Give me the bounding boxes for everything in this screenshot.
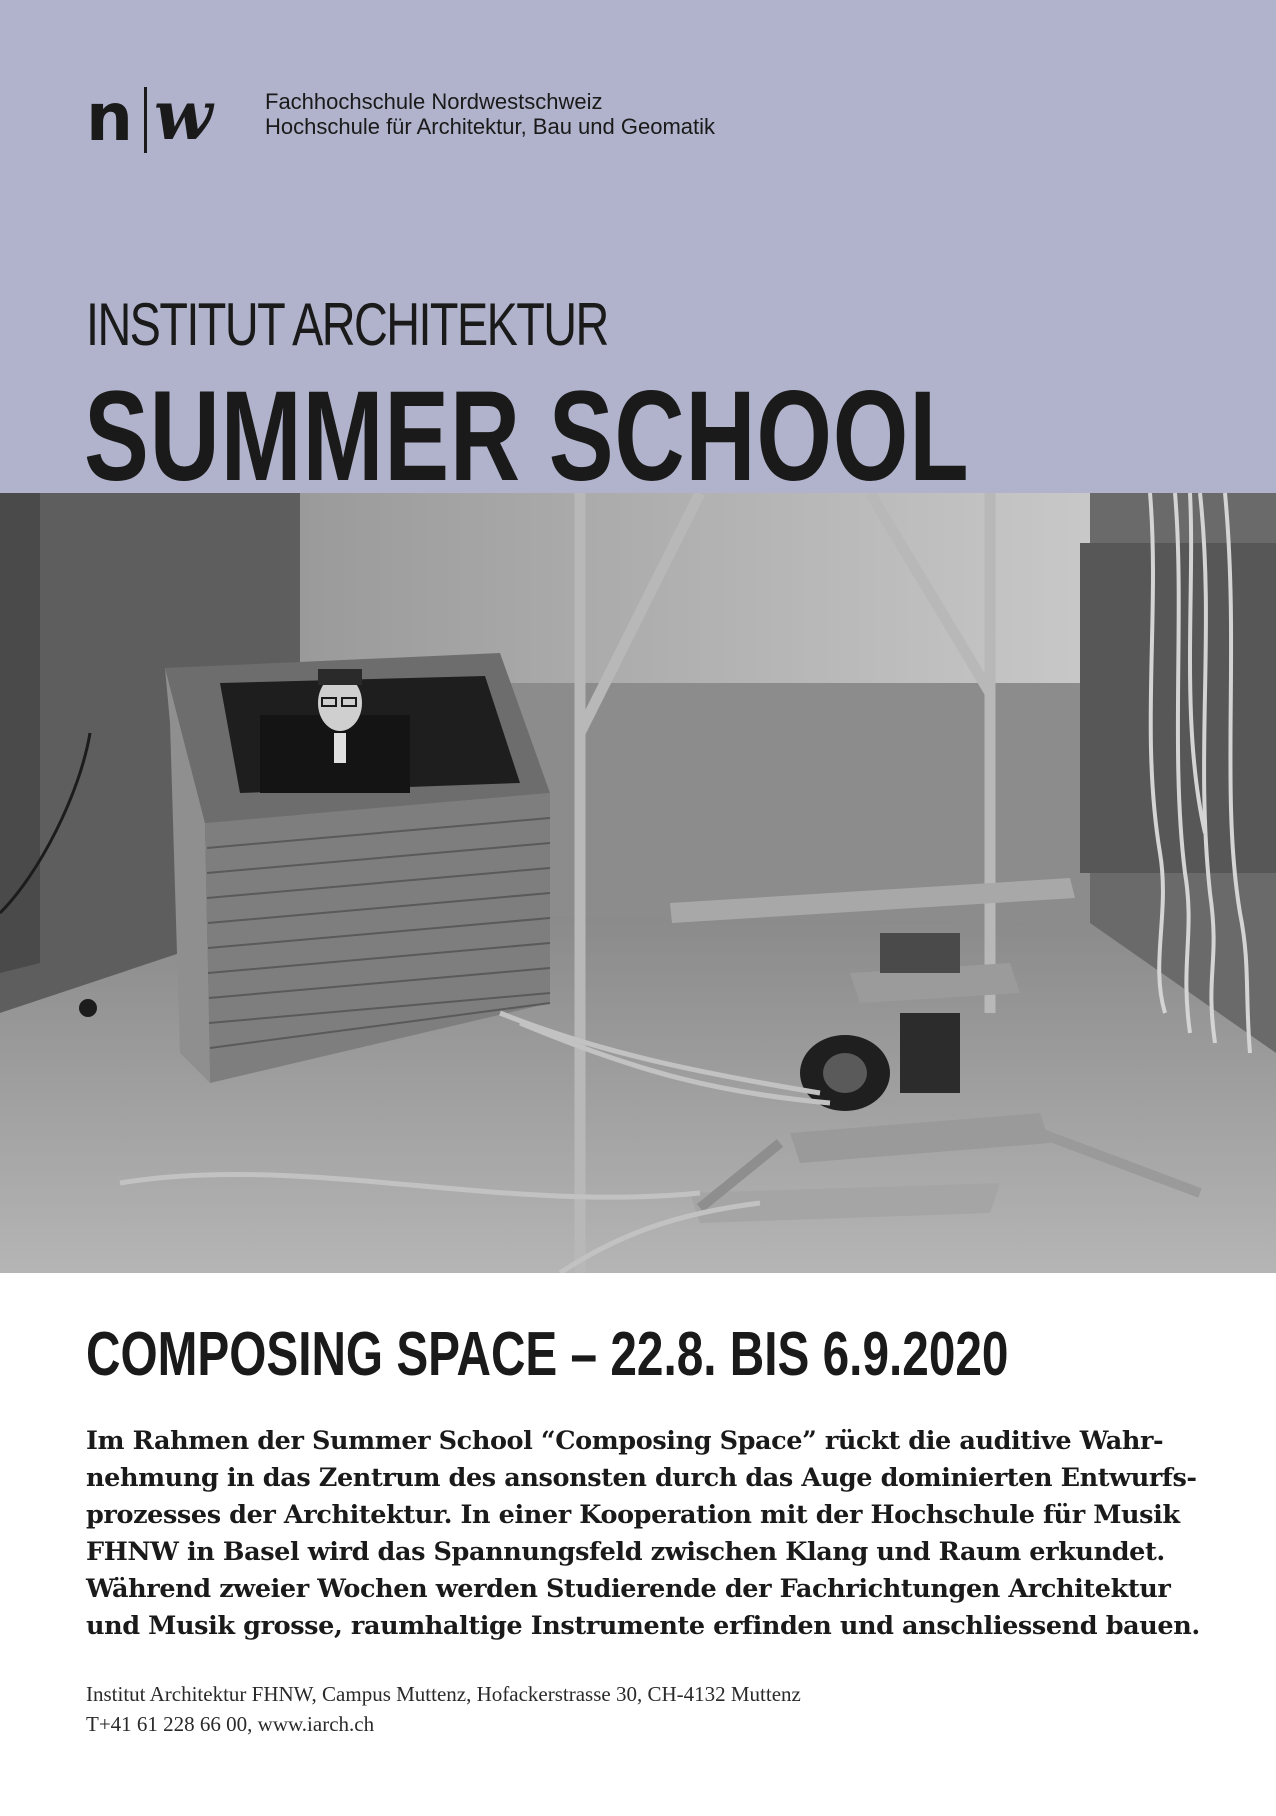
fhnw-logo — [86, 76, 236, 156]
description-line: FHNW in Basel wird das Spannungsfeld zwischen Klang und Raum erkundet. — [86, 1537, 1165, 1567]
institution-line-1: Fachhochschule Nordwestschweiz — [265, 89, 603, 114]
description-line: nehmung in das Zentrum des ansonsten durch das Auge dominierten Entwurfs- — [86, 1463, 1197, 1493]
contact-info — [86, 1679, 801, 1739]
logo-divider — [144, 87, 147, 153]
logo-letter-w: w — [154, 76, 213, 156]
summer-school-title: SUMMER SCHOOL — [84, 365, 970, 508]
description-line: Während zweier Wochen werden Studierende der Fachrichtungen Architektur — [86, 1574, 1171, 1604]
historic-photo — [0, 493, 1276, 1273]
contact-phone-web: T+41 61 228 66 00, www.iarch.ch — [86, 1712, 375, 1736]
description-line: prozesses der Architektur. In einer Kooperation mit der Hochschule für Musik — [86, 1500, 1180, 1530]
logo-letter-n: n — [86, 79, 133, 156]
institut-title: INSTITUT ARCHITEKTUR — [86, 291, 608, 358]
contact-address: Institut Architektur FHNW, Campus Muttenz, Hofackerstrasse 30, CH-4132 Muttenz — [86, 1682, 801, 1706]
description-line: Im Rahmen der Summer School “Composing Space” rückt die auditive Wahr- — [86, 1426, 1164, 1456]
event-description — [86, 1423, 1206, 1645]
institution-name — [265, 89, 715, 139]
institution-line-2: Hochschule für Architektur, Bau und Geomatik — [265, 114, 716, 139]
description-line: und Musik grosse, raumhaltige Instrumente erfinden und anschliessend bauen. — [86, 1611, 1200, 1641]
event-heading: COMPOSING SPACE – 22.8. BIS 6.9.2020 — [86, 1320, 1009, 1389]
